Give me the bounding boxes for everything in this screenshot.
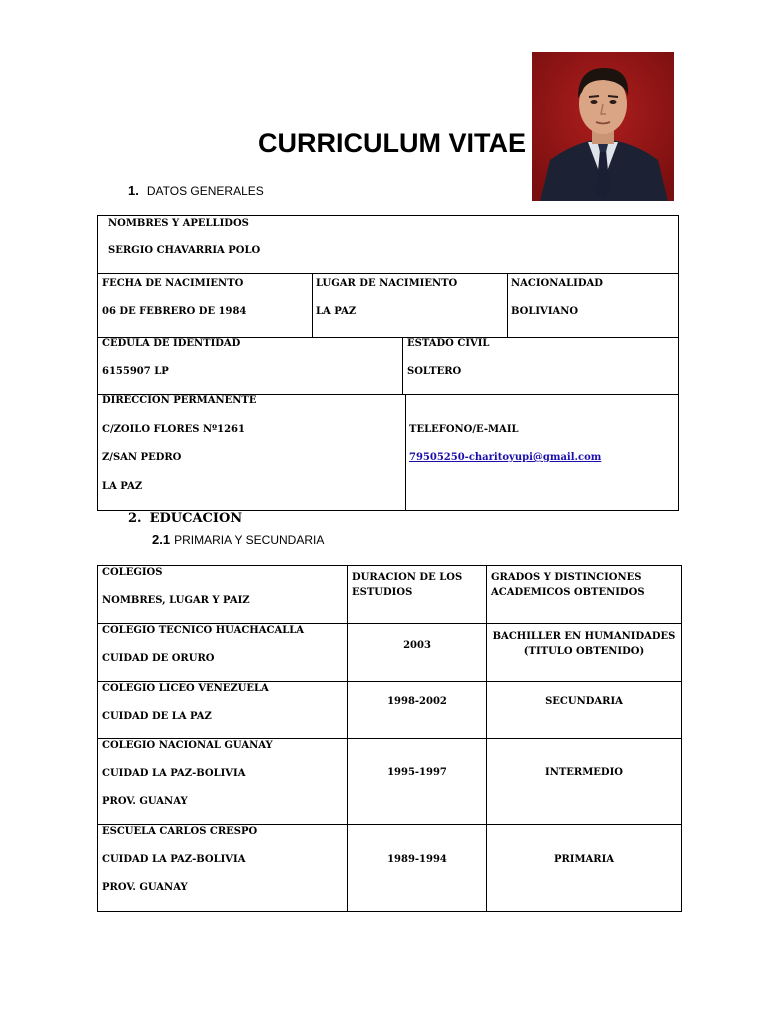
grade-cell [486, 824, 682, 912]
address-line1: C/ZOILO FLORES Nº1261 [102, 424, 245, 435]
id-value: 6155907 LP [102, 366, 169, 377]
school-place: CUIDAD LA PAZ-BOLIVIA [102, 768, 246, 779]
header-duracion-line1: DURACION DE LOS [352, 572, 463, 583]
civil-status-label: ESTADO CIVIL [407, 338, 490, 349]
subsection-primaria-secundaria [152, 532, 324, 547]
personal-data-table [97, 215, 679, 511]
years-cell [347, 824, 487, 912]
section-educacion [128, 511, 242, 526]
email-link[interactable]: 79505250-charitoyupi@gmail.com [409, 452, 602, 463]
school-name: COLEGIO LICEO VENEZUELA [102, 683, 269, 694]
header-colegios-line2: NOMBRES, LUGAR Y PAIZ [102, 595, 250, 606]
grade-cell [486, 623, 682, 682]
contact-cell [405, 394, 679, 511]
address-line3: LA PAZ [102, 481, 143, 492]
address-cell [97, 394, 406, 511]
names-cell [97, 215, 679, 274]
civil-status-cell [402, 337, 679, 395]
grade-cell [486, 681, 682, 739]
contact-label: TELEFONO/E-MAIL [409, 424, 519, 435]
years-cell [347, 681, 487, 739]
years-cell [347, 738, 487, 825]
subsection-label: PRIMARIA Y SECUNDARIA [174, 533, 325, 547]
section-datos-generales [128, 183, 264, 198]
profile-photo [532, 52, 674, 201]
header-grados [486, 565, 682, 624]
header-colegios [97, 565, 348, 624]
education-table [97, 565, 682, 912]
subsection-number: 2.1 [152, 532, 171, 547]
section-label: DATOS GENERALES [146, 184, 264, 198]
grade-line1: SECUNDARIA [545, 696, 623, 707]
study-years: 2003 [403, 640, 431, 651]
school-name: COLEGIO NACIONAL GUANAY [102, 740, 273, 751]
page-title: CURRICULUM VITAE [258, 128, 526, 158]
header-duracion [347, 565, 487, 624]
header-grados-line2: ACADEMICOS OBTENIDOS [491, 587, 645, 598]
study-years: 1995-1997 [387, 767, 447, 778]
names-value: SERGIO CHAVARRIA POLO [108, 245, 261, 256]
address-label: DIRECCION PERMANENTE [102, 395, 257, 406]
birth-date-label: FECHA DE NACIMIENTO [102, 278, 244, 289]
birth-date-cell [97, 273, 313, 338]
birth-place-label: LUGAR DE NACIMIENTO [316, 278, 458, 289]
study-years: 1989-1994 [387, 854, 447, 865]
grade-cell [486, 738, 682, 825]
nationality-cell [507, 273, 679, 338]
table-row [97, 738, 348, 825]
school-place: CUIDAD LA PAZ-BOLIVIA [102, 854, 246, 865]
school-place: CUIDAD DE ORURO [102, 653, 215, 664]
header-grados-line1: GRADOS Y DISTINCIONES [491, 572, 642, 583]
nationality-label: NACIONALIDAD [511, 278, 603, 289]
study-years: 1998-2002 [387, 696, 447, 707]
names-label: NOMBRES Y APELLIDOS [108, 218, 249, 229]
school-place: CUIDAD DE LA PAZ [102, 711, 212, 722]
table-row [97, 681, 348, 739]
birth-place-value: LA PAZ [316, 306, 357, 317]
school-extra: PROV. GUANAY [102, 882, 188, 893]
header-colegios-line1: COLEGIOS [102, 567, 163, 578]
grade-line1: INTERMEDIO [545, 767, 623, 778]
section-number: 1. [128, 183, 139, 198]
grade-line1: BACHILLER EN HUMANIDADES [492, 631, 676, 642]
id-label: CEDULA DE IDENTIDAD [102, 338, 241, 349]
table-row [97, 623, 348, 682]
school-name: COLEGIO TECNICO HUACHACALLA [102, 625, 305, 636]
section-label: EDUCACION [149, 511, 243, 526]
id-cell [97, 337, 403, 395]
address-line2: Z/SAN PEDRO [102, 452, 182, 463]
nationality-value: BOLIVIANO [511, 306, 579, 317]
birth-date-value: 06 DE FEBRERO DE 1984 [102, 306, 247, 317]
school-name: ESCUELA CARLOS CRESPO [102, 826, 258, 837]
section-number: 2. [128, 511, 142, 526]
header-duracion-line2: ESTUDIOS [352, 587, 413, 598]
years-cell [347, 623, 487, 682]
grade-line2: (TITULO OBTENIDO) [523, 646, 645, 657]
table-row [97, 824, 348, 912]
civil-status-value: SOLTERO [407, 366, 462, 377]
birth-place-cell [312, 273, 508, 338]
grade-line1: PRIMARIA [553, 854, 615, 865]
school-extra: PROV. GUANAY [102, 796, 188, 807]
